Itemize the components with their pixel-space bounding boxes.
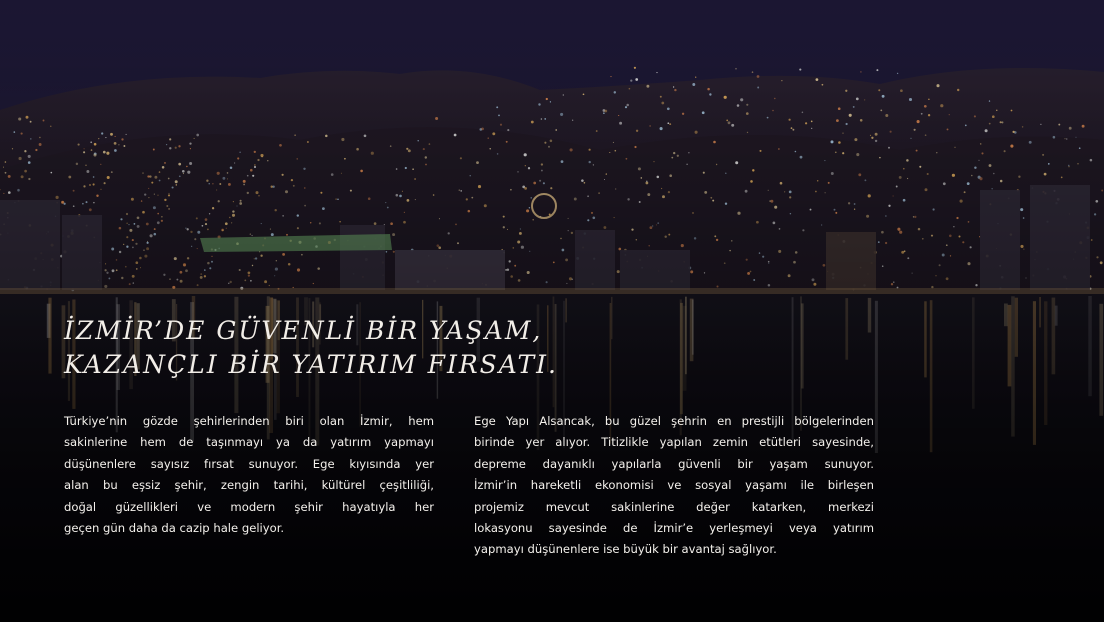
- paragraph-left-line: sakinlerine hem de taşınmayı ya da yatırım yapmayı: [64, 435, 434, 450]
- paragraph-right-line: depreme dayanıklı yapılarla güvenli bir yaşam sunuyor.: [474, 456, 874, 471]
- headline: [64, 314, 558, 382]
- paragraph-left-line: alan bu eşsiz şehir, zengin tarihi, kültürel çeşitliliği,: [64, 478, 434, 493]
- paragraph-right-line: İzmir’in hareketli ekonomisi ve sosyal yaşamı ile birleşen: [474, 478, 874, 493]
- paragraph-right-line: lokasyonu sayesinde de İzmir’e yerleşmeyi veya yatırım: [474, 521, 874, 536]
- paragraph-left-line: düşünenlere sayısız fırsat sunuyor. Ege kıyısında yer: [64, 456, 434, 471]
- paragraph-right-line: birinde yer alıyor. Titizlikle yapılan zemin etütleri sayesinde,: [474, 435, 874, 450]
- paragraph-right: [474, 411, 874, 561]
- headline-line-2: KAZANÇLI BİR YATIRIM FIRSATI.: [64, 350, 558, 379]
- paragraph-left-line: Türkiye’nin gözde şehirlerinden biri olan İzmir, hem: [64, 414, 434, 428]
- paragraph-left-line: doğal güzellikleri ve modern şehir hayatıyla her: [64, 499, 434, 514]
- paragraph-right-line: yapmayı düşünenlere ise büyük bir avantaj sağlıyor.: [474, 542, 777, 557]
- paragraph-right-line: Ege Yapı Alsancak, bu güzel şehrin en prestijli bölgelerinden: [474, 414, 874, 428]
- paragraph-right-line: projemiz mevcut sakinlerine değer katarken, merkezi: [474, 499, 874, 514]
- paragraph-left-line: geçen gün daha da cazip hale geliyor.: [64, 521, 285, 536]
- paragraph-left: [64, 411, 434, 539]
- headline-line-1: İZMİR’DE GÜVENLİ BİR YAŞAM,: [64, 316, 543, 345]
